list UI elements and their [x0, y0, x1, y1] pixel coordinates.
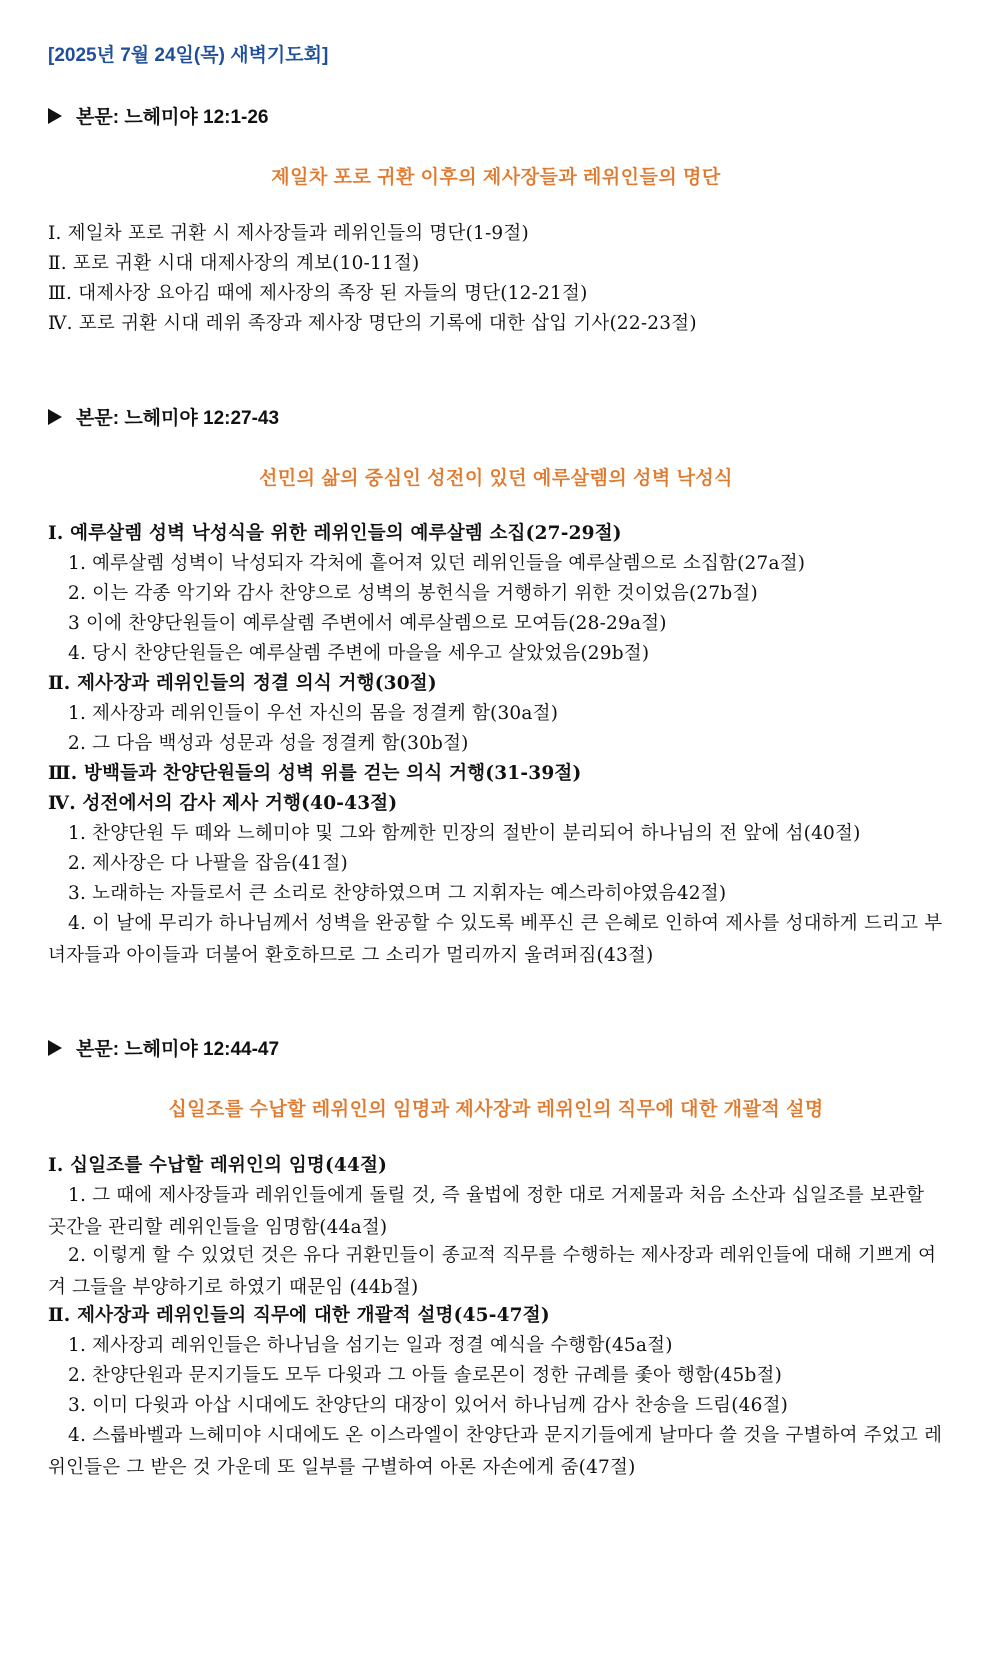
outline-item: Ⅱ. 제사장과 레위인들의 직무에 대한 개괄적 설명(45-47절): [48, 1305, 550, 1326]
outline-subitem: 3 이에 찬양단원들이 예루살렘 주변에서 예루살렘으로 모여듬(28-29a절): [68, 613, 667, 634]
outline-subitem: 2. 그 다음 백성과 성문과 성을 정결케 함(30b절): [68, 733, 469, 754]
outline-item: Ⅰ. 예루살렘 성벽 낙성식을 위한 레위인들의 예루살렘 소집(27-29절): [48, 523, 622, 544]
passage-heading-1: [48, 102, 269, 129]
passage-heading-2: [48, 403, 279, 430]
triangle-bullet-icon: [48, 409, 62, 425]
outline-subitem: 1. 제사장과 레위인들이 우선 자신의 몸을 정결케 함(30a절): [68, 703, 559, 724]
outline-item: Ⅲ. 방백들과 찬양단원들의 성벽 위를 걷는 의식 거행(31-39절): [48, 763, 582, 784]
outline-subitem: 3. 노래하는 자들로서 큰 소리로 찬양하였으며 그 지휘자는 예스라히야였음42절): [68, 883, 727, 904]
passage-text: 본문: 느헤미야 12:44-47: [76, 1039, 280, 1060]
outline-subitem: 4. 이 날에 무리가 하나님께서 성벽을 완공할 수 있도록 베푸신 큰 은혜로 인하여 제사를 성대하게 드리고 부녀자들과 아이들과 더불어 환호하므로 그 소리가 멀리까지 울려퍼짐(43절): [48, 913, 943, 966]
passage-text: 본문: 느헤미야 12:27-43: [76, 408, 280, 429]
triangle-bullet-icon: [48, 1040, 62, 1056]
triangle-bullet-icon: [48, 108, 62, 124]
outline-subitem: 2. 제사장은 다 나팔을 잡음(41절): [68, 853, 348, 874]
outline-subitem: 3. 이미 다윗과 아삽 시대에도 찬양단의 대장이 있어서 하나님께 감사 찬송을 드림(46절): [68, 1395, 789, 1416]
outline-item: Ⅱ. 제사장과 레위인들의 정결 의식 거행(30절): [48, 673, 437, 694]
outline-item: Ⅲ. 대제사장 요아김 때에 제사장의 족장 된 자들의 명단(12-21절): [48, 283, 588, 304]
outline-subitem: 1. 찬양단원 두 떼와 느헤미야 및 그와 함께한 민장의 절반이 분리되어 하나님의 전 앞에 섬(40절): [68, 823, 861, 844]
outline-item: Ⅳ. 포로 귀환 시대 레위 족장과 제사장 명단의 기록에 대한 삽입 기사(22-23절): [48, 313, 697, 334]
section-title-2: 선민의 삶의 중심인 성전이 있던 예루살렘의 성벽 낙성식: [258, 468, 734, 489]
outline-subitem: 4. 당시 찬양단원들은 예루살렘 주변에 마을을 세우고 살았었음(29b절): [68, 643, 650, 664]
outline-item: Ⅰ. 십일조를 수납할 레위인의 임명(44절): [48, 1155, 388, 1176]
outline-subitem: 2. 이렇게 할 수 있었던 것은 유다 귀환민들이 종교적 직무를 수행하는 제사장과 레위인들에 대해 기쁘게 여겨 그들을 부양하기로 하였기 때문임 (44b절): [48, 1245, 937, 1298]
outline-subitem: 1. 예루살렘 성벽이 낙성되자 각처에 흩어져 있던 레위인들을 예루살렘으로 소집함(27a절): [68, 553, 806, 574]
passage-text: 본문: 느헤미야 12:1-26: [76, 107, 269, 128]
outline-subitem: 2. 찬양단원과 문지기들도 모두 다윗과 그 아들 솔로몬이 정한 규례를 좇아 행함(45b절): [68, 1365, 783, 1386]
outline-subitem: 4. 스룹바벨과 느헤미야 시대에도 온 이스라엘이 찬양단과 문지기들에게 날마다 쓸 것을 구별하여 주었고 레위인들은 그 받은 것 가운데 또 일부를 구별하여 아론 자손에게 줌(47절): [48, 1425, 943, 1478]
outline-item: Ⅱ. 포로 귀환 시대 대제사장의 계보(10-11절): [48, 253, 420, 274]
outline-item: Ⅰ. 제일차 포로 귀환 시 제사장들과 레위인들의 명단(1-9절): [48, 223, 529, 244]
outline-subitem: 2. 이는 각종 악기와 감사 찬양으로 성벽의 봉헌식을 거행하기 위한 것이었음(27b절): [68, 583, 758, 604]
outline-subitem: 1. 그 때에 제사장들과 레위인들에게 돌릴 것, 즉 율법에 정한 대로 거제물과 처음 소산과 십일조를 보관할 곳간을 관리할 레위인들을 임명함(44a절): [48, 1185, 925, 1238]
section-title-1: 제일차 포로 귀환 이후의 제사장들과 레위인들의 명단: [271, 167, 721, 188]
page-header: [2025년 7월 24일(목) 새벽기도회]: [48, 45, 329, 66]
outline-subitem: 1. 제사장괴 레위인들은 하나님을 섬기는 일과 정결 예식을 수행함(45a절): [68, 1335, 673, 1356]
passage-heading-3: [48, 1034, 279, 1061]
outline-item: Ⅳ. 성전에서의 감사 제사 거행(40-43절): [48, 793, 398, 814]
section-title-3: 십일조를 수납할 레위인의 임명과 제사장과 레위인의 직무에 대한 개괄적 설명: [168, 1099, 824, 1120]
